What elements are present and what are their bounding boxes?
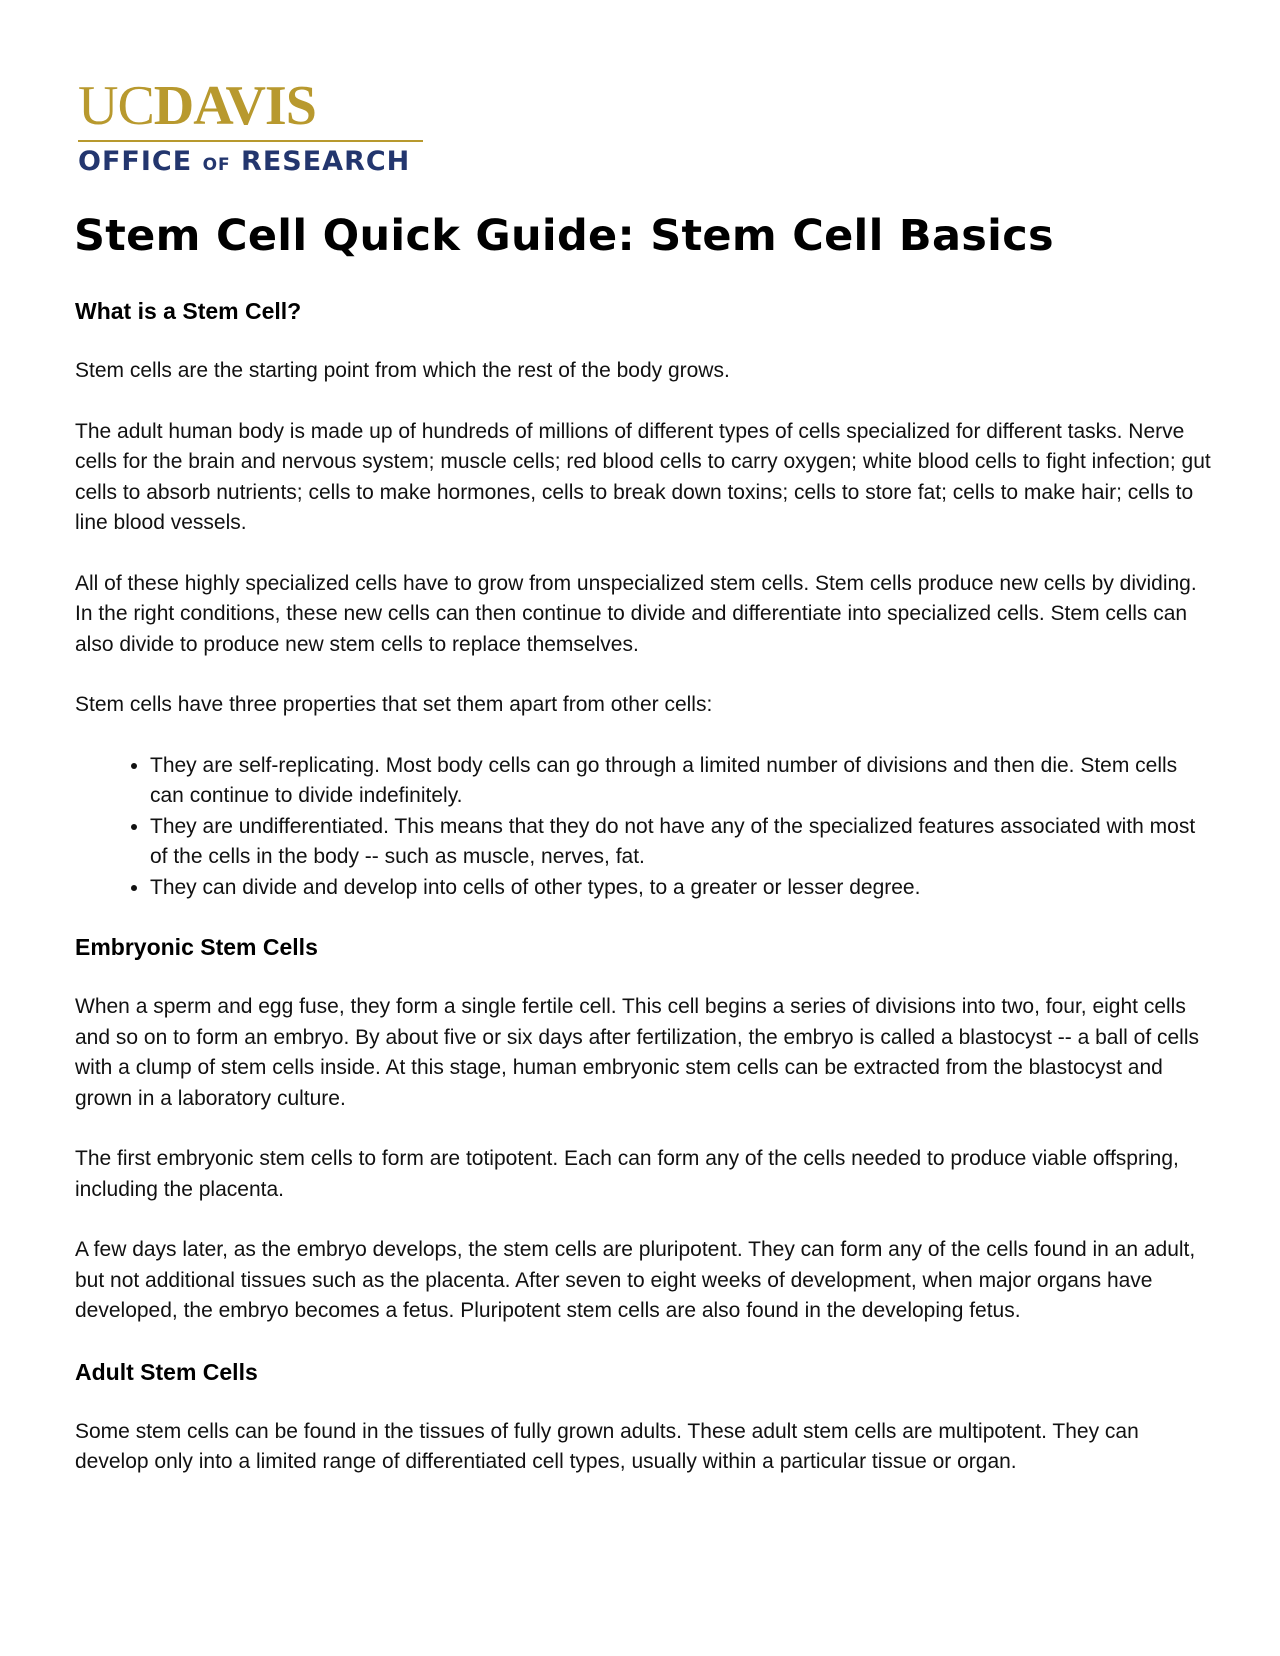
list-item: • They are undifferentiated. This means that they do not have any of the specialized features associated with most of the cells in the body -- such as muscle, nerves, fat. <box>150 812 1215 873</box>
page-title: Stem Cell Quick Guide: Stem Cell Basics <box>74 211 1054 261</box>
list-item: • They can divide and develop into cells of other types, to a greater or lesser degree. <box>150 873 1215 904</box>
logo-of: OF <box>202 155 231 175</box>
logo-uc: UC <box>78 75 154 137</box>
ucdavis-office-of-research-logo <box>78 75 423 177</box>
paragraph: The adult human body is made up of hundreds of millions of different types of cells specialized for different tasks. Nerve cells for the brain and nervous system; muscle cells; red blood cells to carry oxygen; white blood cells to fight infection; gut cells to absorb nutrients; cells to make hormones, cells to break down toxins; cells to store fat; cells to make hair; cells to line blood vessels. <box>75 419 1211 534</box>
list-item: • They are self-replicating. Most body cells can go through a limited number of divisions and then die. Stem cells can continue to divide indefinitely. <box>150 751 1215 812</box>
paragraph: A few days later, as the embryo develops, the stem cells are pluripotent. They can form any of the cells found in an adult, but not additional tissues such as the placenta. After seven to eight weeks of development, when major organs have developed, the embryo becomes a fetus. Pluripotent stem cells are also found in the developing fetus. <box>75 1238 1196 1322</box>
logo-subtitle <box>78 146 423 177</box>
logo-wordmark <box>78 75 423 137</box>
heading-adult-stem-cells: Adult Stem Cells <box>75 1358 258 1385</box>
logo-divider <box>78 140 423 142</box>
logo-office: OFFICE <box>78 146 193 177</box>
paragraph: Some stem cells can be found in the tissues of fully grown adults. These adult stem cells are multipotent. They can develop only into a limited range of differentiated cell types, usually within a particular tissue or organ. <box>75 1419 1139 1473</box>
paragraph: All of these highly specialized cells have to grow from unspecialized stem cells. Stem cells produce new cells by dividing. In the right conditions, these new cells can then continue to divide and differentiate into specialized cells. Stem cells can also divide to produce new stem cells to replace themselves. <box>75 571 1197 656</box>
paragraph: Stem cells have three properties that set them apart from other cells: <box>75 693 713 716</box>
heading-what-is-stem-cell: What is a Stem Cell? <box>75 298 302 324</box>
paragraph: The first embryonic stem cells to form are totipotent. Each can form any of the cells needed to produce viable offspring, including the placenta. <box>75 1147 1179 1201</box>
paragraph: Stem cells are the starting point from which the rest of the body grows. <box>75 359 730 382</box>
properties-list <box>75 751 1215 904</box>
heading-embryonic-stem-cells: Embryonic Stem Cells <box>75 934 318 960</box>
logo-davis: DAVIS <box>153 75 316 137</box>
logo-research: RESEARCH <box>241 146 411 177</box>
paragraph: When a sperm and egg fuse, they form a single fertile cell. This cell begins a series of divisions into two, four, eight cells and so on to form an embryo. By about five or six days after fertilization, the embryo is called a blastocyst -- a ball of cells with a clump of stem cells inside. At this stage, human embryonic stem cells can be extracted from the blastocyst and grown in a laboratory culture. <box>75 995 1200 1110</box>
document-body <box>75 296 1215 1508</box>
